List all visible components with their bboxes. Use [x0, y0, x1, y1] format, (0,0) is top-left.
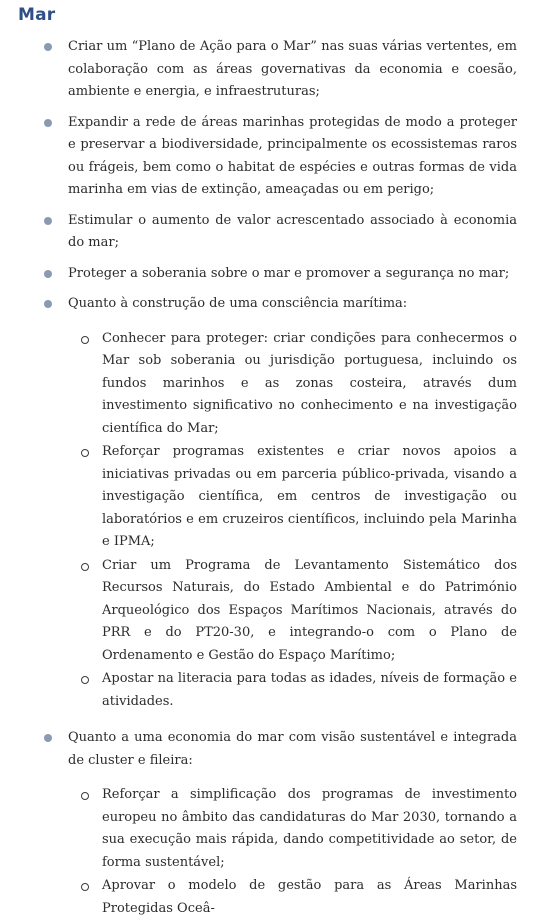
list-item-text: Quanto à construção de uma consciência marítima: — [68, 296, 408, 311]
bullet-icon — [44, 43, 52, 51]
list-item-text: Proteger a soberania sobre o mar e promover a segurança no mar; — [68, 265, 510, 281]
hollow-bullet-icon — [81, 336, 89, 344]
list-item — [0, 36, 537, 104]
hollow-bullet-icon — [81, 449, 89, 457]
hollow-bullet-icon — [81, 676, 89, 684]
bullet-list — [0, 36, 537, 921]
sub-list-item — [0, 784, 537, 874]
bullet-icon — [44, 300, 52, 308]
sub-list-item-text: Criar um Programa de Levantamento Sistemático dos Recursos Naturais, do Estado Ambiental e do Património Arqueológico dos Espaços Marítimos Nacionais, através do PRR e do PT20-30, e integrando-o com o Plano de Ordenamento e Gestão do Espaço Marítimo; — [102, 557, 517, 663]
sub-list-item — [0, 441, 537, 554]
hollow-bullet-icon — [81, 792, 89, 800]
list-item — [0, 263, 537, 286]
sub-list — [0, 784, 537, 920]
sub-list-item — [0, 875, 537, 920]
hollow-bullet-icon — [81, 563, 89, 571]
section-heading: Mar — [18, 5, 56, 25]
list-item-text: Expandir a rede de áreas marinhas protegidas de modo a proteger e preservar a biodiversidade, principalmente os ecossistemas raros ou frágeis, bem como o habitat de espécies e outras formas de vida marinha em vias de extinção, ameaçadas ou em perigo; — [68, 114, 517, 197]
list-item — [0, 210, 537, 255]
list-item — [0, 727, 537, 772]
list-item-text: Estimular o aumento de valor acrescentado associado à economia do mar; — [68, 212, 517, 250]
sub-list-item-text: Conhecer para proteger: criar condições para conhecermos o Mar sob soberania ou jurisdição portuguesa, incluindo os fundos marinhos e as zonas costeira, através dum investimento significativo no conhecimento e na investigação científica do Mar; — [102, 330, 517, 436]
list-item-text: Quanto a uma economia do mar com visão sustentável e integrada de cluster e fileira: — [68, 730, 517, 768]
sub-list-item — [0, 555, 537, 668]
sub-list-item-text: Reforçar programas existentes e criar novos apoios a iniciativas privadas ou em parceria público-privada, visando a investigação científica, em centros de investigação ou laboratórios e em cruzeiros científicos, incluindo pela Marinha e IPMA; — [102, 444, 517, 549]
sub-list-item-text: Aprovar o modelo de gestão para as Áreas Marinhas Protegidas Oceâ- — [102, 878, 517, 916]
bullet-icon — [44, 217, 52, 225]
bullet-icon — [44, 119, 52, 127]
sub-list-item-text: Reforçar a simplificação dos programas de investimento europeu no âmbito das candidaturas do Mar 2030, tornando a sua execução mais rápida, dando competitividade ao setor, de forma sustentável; — [102, 787, 517, 870]
bullet-icon — [44, 734, 52, 742]
list-item — [0, 112, 537, 202]
bullet-icon — [44, 270, 52, 278]
list-item — [0, 293, 537, 316]
sub-list-item — [0, 328, 537, 441]
sub-list — [0, 328, 537, 714]
list-item-text: Criar um “Plano de Ação para o Mar” nas suas várias vertentes, em colaboração com as áreas governativas da economia e coesão, ambiente e energia, e infraestruturas; — [68, 39, 517, 99]
sub-list-item-text: Apostar na literacia para todas as idades, níveis de formação e atividades. — [102, 671, 517, 709]
sub-list-item — [0, 668, 537, 713]
hollow-bullet-icon — [81, 883, 89, 891]
